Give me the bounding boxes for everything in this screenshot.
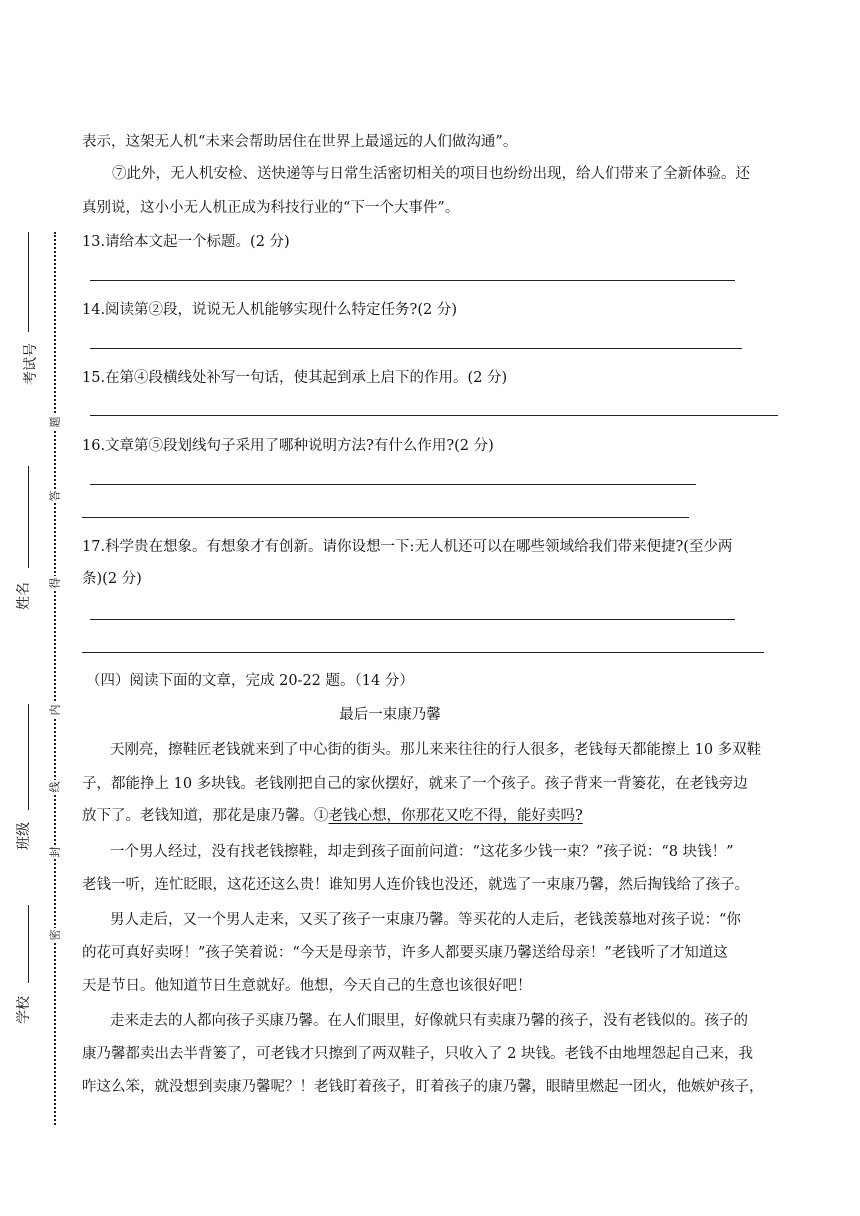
passage-line: 表示，这架无人机“未来会帮助居住在世界上最遥远的人们做沟通”。 [82,134,518,150]
answer-line-13[interactable] [90,280,735,281]
seal-char: 题 [48,416,61,428]
question-17-cont: 条)(2 分) [82,571,142,587]
article-line: 男人走后，又一个男人走来，又买了孩子一束康乃馨。等买花的人走后，老钱羡慕地对孩子说：“你 [110,912,741,928]
article-line: 康乃馨都卖出去半背篓了，可老钱才只擦到了两双鞋子，只收入了 2 块钱。老钱不由地埋怨起自己来，我 [82,1046,753,1062]
article-line: 天刚亮，擦鞋匠老钱就来到了中心街的街头。那儿来来往往的行人很多，老钱每天都能擦上 10 多双鞋 [110,742,762,758]
answer-line-17b[interactable] [82,652,764,653]
question-14: 14.阅读第②段，说说无人机能够实现什么特定任务?(2 分) [82,302,457,318]
answer-line-14[interactable] [90,348,742,349]
article-line: 子，都能挣上 10 多块钱。老钱刚把自己的家伙摆好，就来了一个孩子。孩子背来一背篓花，在老钱旁边 [82,776,748,792]
seal-char: 内 [48,704,61,716]
article-line: 老钱一听，连忙眨眼，这花还这么贵！谁知男人连价钱也没还，就选了一束康乃馨，然后掏钱给了孩子。 [82,877,749,893]
question-17: 17.科学贵在想象。有想象才有创新。请你设想一下:无人机还可以在哪些领域给我们带来便捷?(至少两 [82,539,733,555]
seal-char: 密 [48,929,61,941]
answer-line-16a[interactable] [90,484,696,485]
class-label: 班级 [16,822,32,850]
seal-char: 得 [48,577,61,589]
answer-line-16b[interactable] [82,517,689,518]
article-line: 一个男人经过，没有找老钱擦鞋，却走到孩子面前问道：“这花多少钱一束？”孩子说：“8 块钱！” [110,844,734,860]
underlined-sentence-1: 老钱心想，你那花又吃不得，能好卖吗? [328,808,583,824]
question-15: 15.在第④段横线处补写一句话，使其起到承上启下的作用。(2 分) [82,370,508,386]
passage-paragraph-7-cont: 真别说，这小小无人机正成为科技行业的“下一个大事件”。 [82,200,460,216]
seal-char: 封 [48,846,61,858]
name-label: 姓名 [16,582,32,610]
article-line: 放下了。老钱知道，那花是康乃馨。①老钱心想，你那花又吃不得，能好卖吗? [82,808,583,824]
seal-char: 答 [48,490,61,502]
passage-paragraph-7: ⑦此外，无人机安检、送快递等与日常生活密切相关的项目也纷纷出现，给人们带来了全新体验。还 [112,166,750,182]
answer-line-17a[interactable] [90,619,735,620]
exam-number-line [28,232,29,332]
article-line: 咋这么笨，就没想到卖康乃馨呢？！老钱盯着孩子，盯着孩子的康乃馨，眼睛里燃起一团火，他嫉妒孩子， [82,1079,764,1095]
exam-number-label: 考试号 [23,343,39,385]
article-line: 走来走去的人都向孩子买康乃馨。在人们眼里，好像就只有卖康乃馨的孩子，没有老钱似的。孩子的 [110,1013,748,1029]
section-4-header: （四）阅读下面的文章，完成 20-22 题。（14 分） [86,673,414,689]
answer-line-15[interactable] [90,415,778,416]
question-16: 16.文章第⑤段划线句子采用了哪种说明方法?有什么作用?(2 分) [82,438,494,454]
article-line: 的花可真好卖呀！”孩子笑着说：“今天是母亲节，许多人都要买康乃馨送给母亲！”老钱听了才知道这 [82,945,728,961]
binding-dotted-line [54,232,56,1125]
article-title: 最后一束康乃馨 [339,707,441,723]
name-line [28,466,29,568]
article-line: 天是节日。他知道节日生意就好。他想，今天自己的生意也该很好吧！ [82,978,532,994]
school-line [28,905,29,983]
seal-char: 线 [48,781,61,793]
question-13: 13.请给本文起一个标题。(2 分) [82,234,290,250]
school-label: 学校 [16,996,32,1024]
